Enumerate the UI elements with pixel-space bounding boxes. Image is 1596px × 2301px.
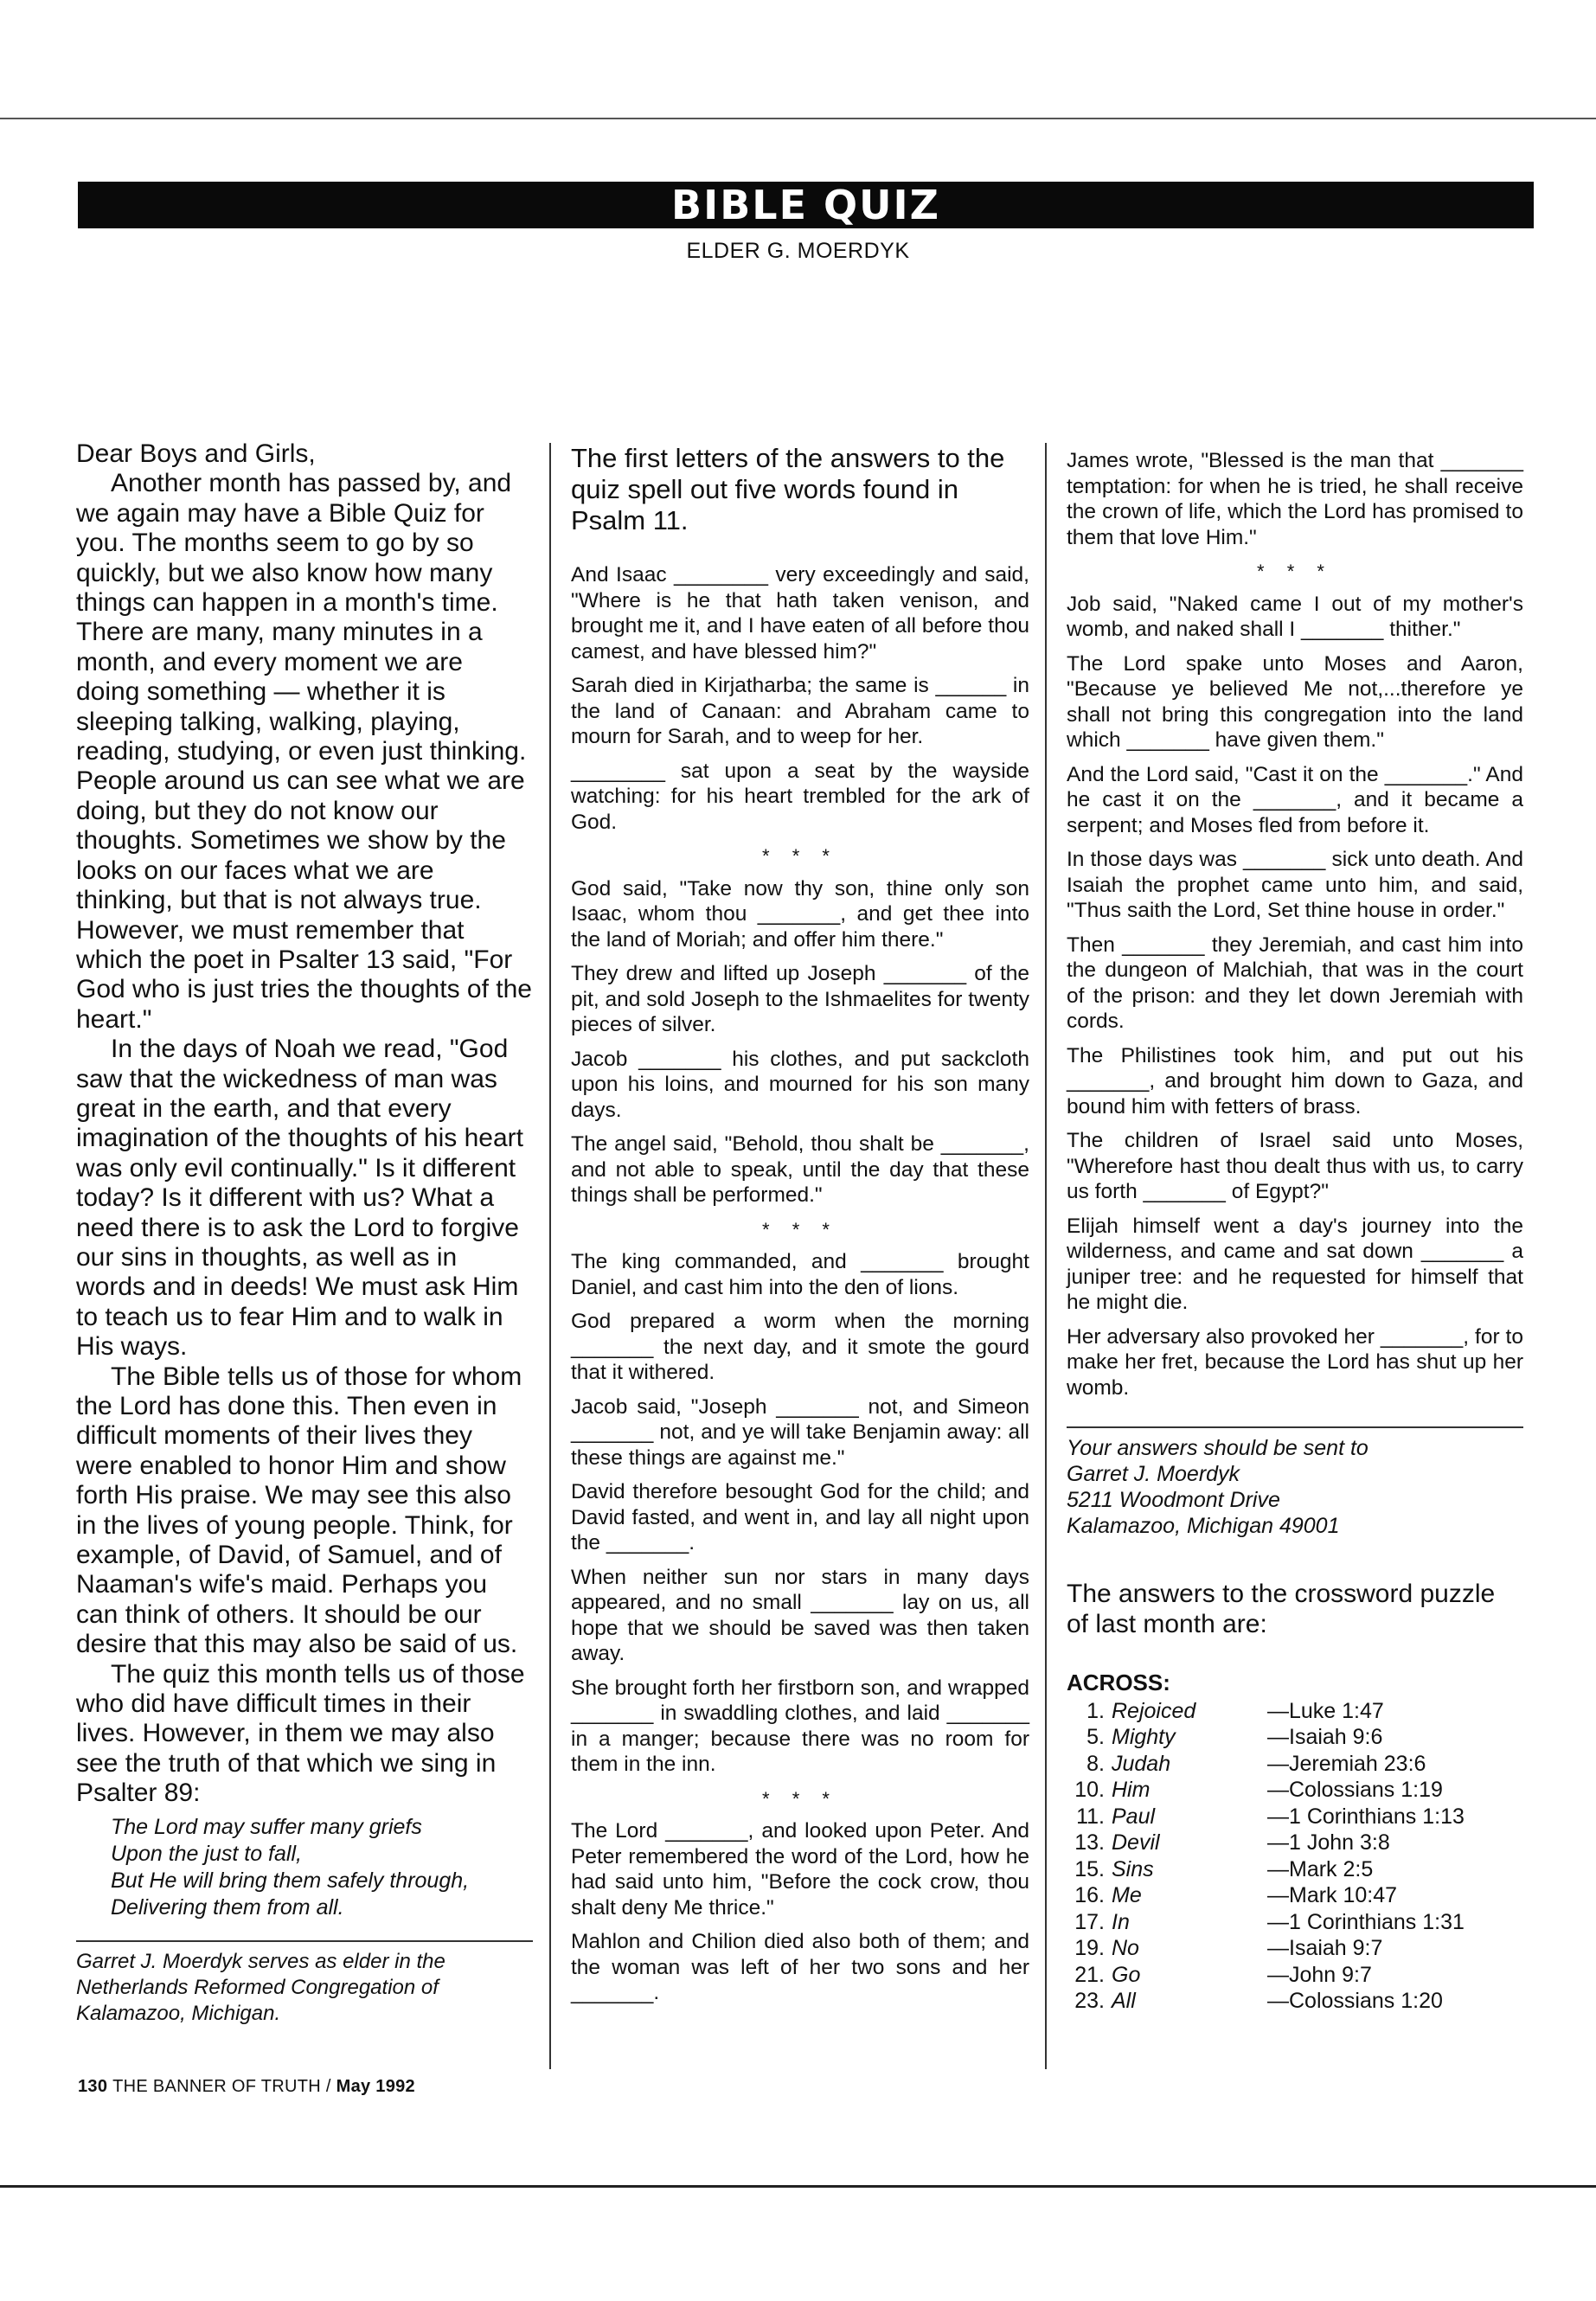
quiz-question: Jacob _______ his clothes, and put sackcloth upon his loins, and mourned for his son many days. [571,1047,1029,1122]
answer-row [1067,1882,1523,1909]
answer-row [1067,1724,1523,1751]
quiz-question: Job said, "Naked came I out of my mother's womb, and naked shall I _______ thither." [1067,592,1523,641]
answer-reference: —Mark 2:5 [1267,1856,1374,1881]
letter-paragraph: In the days of Noah we read, "God saw that the wickedness of man was great in the earth, and that every imagination of the thoughts of his heart was only evil continually." Is it different today? Is it different with us? What a need there is to ask the Lord to forgive our sins in thoughts, as well as in words and in deeds! We must ask Him to teach us to fear Him and to walk in His ways. [76,1035,524,1362]
quiz-question: The angel said, "Behold, thou shalt be _______, and not able to speak, until the day that these things shall be performed." [571,1132,1029,1207]
answer-number: 13. [1074,1830,1105,1855]
answer-reference: —1 Corinthians 1:31 [1267,1909,1465,1934]
answer-reference: —Colossians 1:20 [1267,1989,1443,2013]
answer-number: 23. [1074,1989,1105,2013]
quiz-question: Then _______ they Jeremiah, and cast him into the dungeon of Malchiah, that was in the court of the prison: and they let down Jeremiah with cords. [1067,933,1523,1033]
answer-row [1067,1988,1523,2015]
quiz-question: In those days was _______ sick unto death. And Isaiah the prophet came unto him, and said, "Thus saith the Lord, Set thine house in order." [1067,848,1523,922]
mailing-address [1067,1435,1523,1539]
section-stars: * * * [762,845,838,867]
answer-row [1067,1909,1523,1936]
across-label: ACROSS: [1067,1670,1170,1695]
answer-row [1067,1804,1523,1830]
quiz-question: They drew and lifted up Joseph _______ of the pit, and sold Joseph to the Ishmaelites for twenty pieces of silver. [571,962,1029,1036]
quiz-column-1 [571,443,1029,2015]
quiz-question: James wrote, "Blessed is the man that _______ temptation: for when he is tried, he shall receive the crown of life, which the Lord has promised to them that love Him." [1067,449,1523,549]
answer-number: 19. [1074,1936,1105,1960]
answer-row [1067,1935,1523,1962]
answer-reference: —1 Corinthians 1:13 [1267,1804,1465,1829]
column-divider [1045,443,1047,2069]
answer-reference: —Isaiah 9:6 [1267,1725,1383,1749]
author-bio: Garret J. Moerdyk serves as elder in the Netherlands Reformed Congregation of Kalamazoo, Michigan. [76,1949,445,2025]
page-footer [78,2077,415,2097]
answer-number: 17. [1074,1909,1105,1934]
answer-row [1067,1962,1523,1989]
quiz-question: Jacob said, "Joseph _______ not, and Simeon _______ not, and ye will take Benjamin away: all these things are against me." [571,1394,1029,1470]
answer-word: Me [1112,1883,1142,1907]
top-rule [0,118,1596,119]
quiz-question: Elijah himself went a day's journey into the wilderness, and came and sat down _______ a juniper tree: and he requested for himself that he might die. [1067,1214,1523,1314]
poem-line: The Lord may suffer many griefs [111,1814,422,1839]
address-line: Garret J. Moerdyk [1067,1462,1240,1486]
answer-number: 1. [1086,1698,1105,1723]
quiz-question: The Philistines took him, and put out his _______, and brought him down to Gaza, and bound him with fetters of brass. [1067,1043,1523,1118]
answer-word: All [1112,1989,1136,2013]
letter-paragraph: Another month has passed by, and we again may have a Bible Quiz for you. The months seem to go by so quickly, but we also know how many things can happen in a month's time. There are many, many minutes in a month, and every moment we are doing something — whether it is sleeping talking, walking, playing, reading, studying, or even just thinking. People around us can see what we are doing, but they do not know our thoughts. Sometimes we show by the looks on our faces what we are thinking, but that is not always true. However, we must remember that which the poet in Psalter 13 said, "For God who is just tries the thoughts of the heart." [76,469,532,1034]
answer-row [1067,1698,1523,1725]
answer-word: Go [1112,1962,1141,1987]
answer-row [1067,1856,1523,1883]
author-byline: ELDER G. MOERDYK [686,239,910,263]
letter-greeting: Dear Boys and Girls, [76,439,316,468]
quiz-intro: The first letters of the answers to the quiz spell out five words found in Psalm 11. [571,443,1005,535]
answer-number: 11. [1076,1804,1105,1829]
answer-word: Rejoiced [1112,1698,1196,1723]
quiz-question: God said, "Take now thy son, thine only son Isaac, whom thou _______, and get thee into the land of Moriah; and offer him there." [571,876,1029,952]
issue-date: May 1992 [336,2077,415,2096]
answer-word: Sins [1112,1856,1154,1881]
quiz-question: Sarah died in Kirjatharba; the same is ______ in the land of Canaan: and Abraham came to mourn for Sarah, and to weep for her. [571,674,1029,748]
quiz-question: And the Lord said, "Cast it on the _______." And he cast it on the _______, and it became a serpent; and Moses fled from before it. [1067,762,1523,837]
address-line: Kalamazoo, Michigan 49001 [1067,1514,1340,1538]
poem-line: But He will bring them safely through, [111,1868,470,1893]
section-stars: * * * [762,1787,838,1810]
address-line: Your answers should be sent to [1067,1436,1368,1460]
page-title: BIBLE QUIZ [671,182,940,228]
answer-reference: —Jeremiah 23:6 [1267,1751,1426,1776]
answer-word: In [1112,1909,1130,1934]
quiz-question: ________ sat upon a seat by the wayside watching: for his heart trembled for the ark of God. [571,759,1029,834]
answer-word: Devil [1112,1830,1160,1855]
answer-number: 16. [1074,1883,1105,1907]
letter-paragraph: The quiz this month tells us of those who did have difficult times in their lives. However, in them we may also see the truth of that which we sing in Psalter 89: [76,1659,525,1808]
answer-word: Him [1112,1778,1151,1802]
bio-divider [76,1940,533,1942]
answer-number: 10. [1074,1778,1105,1802]
column-divider [549,443,551,2069]
quiz-question: And Isaac ________ very exceedingly and said, "Where is he that hath taken venison, and brought me it, and I have eaten of all before thou camest, and have blessed him?" [571,563,1029,663]
quiz-column-2 [1067,448,1523,2015]
quiz-question: The Lord _______, and looked upon Peter. And Peter remembered the word of the Lord, how he had said unto him, "Before the cock crow, thou shalt deny Me thrice." [571,1819,1029,1920]
publication-name: THE BANNER OF TRUTH / [112,2077,331,2096]
quiz-question: Mahlon and Chilion died also both of them; and the woman was left of her two sons and her _______. [571,1930,1029,2004]
answer-number: 15. [1074,1856,1105,1881]
page-number: 130 [78,2077,108,2096]
quiz-question: God prepared a worm when the morning _______ the next day, and it smote the gourd that it withered. [571,1310,1029,1384]
answer-number: 5. [1086,1725,1105,1749]
answer-reference: —Colossians 1:19 [1267,1778,1443,1802]
quiz-question: The children of Israel said unto Moses, "Wherefore hast thou dealt thus with us, to carry us forth _______ of Egypt?" [1067,1129,1523,1203]
answer-reference: —Luke 1:47 [1267,1698,1384,1723]
answer-word: No [1112,1936,1139,1960]
answer-row [1067,1751,1523,1778]
answer-word: Mighty [1112,1725,1176,1749]
poem-line: Delivering them from all. [111,1894,344,1920]
quiz-question: The king commanded, and _______ brought Daniel, and cast him into the den of lions. [571,1250,1029,1299]
answer-reference: —1 John 3:8 [1267,1830,1390,1855]
answer-number: 8. [1086,1751,1105,1776]
poem-line: Upon the just to fall, [111,1841,302,1866]
answer-row [1067,1830,1523,1856]
letter-column [76,439,533,2027]
section-stars: * * * [762,1218,838,1240]
quiz-question: David therefore besought God for the child; and David fasted, and went in, and lay all night upon the _______. [571,1480,1029,1554]
answer-number: 21. [1074,1962,1105,1987]
answer-reference: —John 9:7 [1267,1962,1372,1987]
answer-word: Paul [1112,1804,1156,1829]
quiz-question: She brought forth her firstborn son, and wrapped _______ in swaddling clothes, and laid _______ in a manger; because there was no room for them in the inn. [571,1676,1029,1776]
crossword-answers [1067,1698,1523,2015]
quiz-question: Her adversary also provoked her _______, for to make her fret, because the Lord has shut up her womb. [1067,1324,1523,1400]
address-line: 5211 Woodmont Drive [1067,1488,1280,1512]
answer-word: Judah [1112,1751,1171,1776]
title-banner [78,182,1534,228]
section-stars: * * * [1257,561,1333,582]
quiz-question: When neither sun nor stars in many days appeared, and no small _______ lay on us, all hope that we should be saved was then taken away. [571,1565,1029,1665]
answer-reference: —Mark 10:47 [1267,1883,1398,1907]
answer-row [1067,1777,1523,1804]
quiz-question: The Lord spake unto Moses and Aaron, "Because ye believed Me not,...therefore ye shall not bring this congregation into the land which _______ have given them." [1067,651,1523,752]
address-divider [1067,1426,1523,1428]
crossword-heading: The answers to the crossword puzzle of last month are: [1067,1580,1496,1638]
psalter-verse [111,1814,533,1921]
letter-paragraph: The Bible tells us of those for whom the Lord has done this. Then even in difficult moments of their lives they were enabled to honor Him and show forth His praise. We may see this also in the lives of young people. Think, for example, of David, of Samuel, and of Naaman's wife's maid. Perhaps you can think of others. It should be our desire that this may also be said of us. [76,1362,522,1659]
bottom-rule [0,2185,1596,2188]
answer-reference: —Isaiah 9:7 [1267,1936,1383,1960]
